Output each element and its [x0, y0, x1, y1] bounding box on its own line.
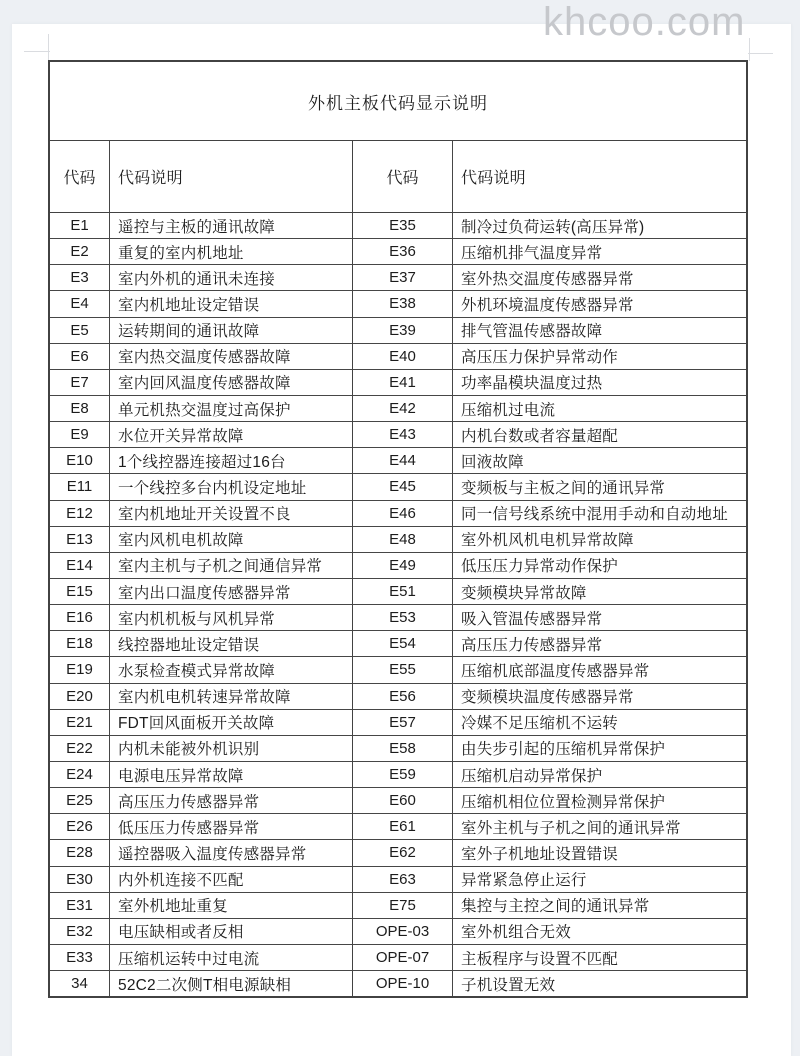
right-header-row [353, 141, 746, 213]
table-row [353, 344, 746, 370]
code-description-cell: 室外机组合无效 [461, 924, 571, 942]
table-row [50, 265, 352, 291]
code-cell: E5 [50, 318, 110, 343]
error-codes-table [48, 60, 748, 998]
table-row [50, 788, 352, 814]
code-description-cell: 室内出口温度传感器异常 [118, 584, 291, 602]
code-description-cell: 压缩机过电流 [461, 401, 556, 419]
code-cell: E56 [353, 684, 453, 709]
table-row [50, 945, 352, 971]
table-row [50, 736, 352, 762]
code-description-cell: 集控与主控之间的通讯异常 [461, 898, 650, 916]
code-cell: E10 [50, 448, 110, 473]
code-cell: E9 [50, 422, 110, 447]
table-row [50, 657, 352, 683]
code-cell: E40 [353, 344, 453, 369]
code-description-cell: 压缩机运转中过电流 [118, 950, 260, 968]
code-description-cell: 室外热交温度传感器异常 [461, 270, 634, 288]
code-description-cell: 内外机连接不匹配 [118, 872, 244, 890]
code-cell: E2 [50, 239, 110, 264]
table-row [50, 370, 352, 396]
table-row [50, 919, 352, 945]
code-cell: 34 [50, 971, 110, 996]
code-cell: E13 [50, 527, 110, 552]
code-description-cell: 室内机地址设定错误 [118, 296, 260, 314]
code-description-cell: 高压压力传感器异常 [118, 793, 260, 811]
code-description-cell: 主板程序与设置不匹配 [461, 950, 619, 968]
code-cell: E26 [50, 814, 110, 839]
table-row [353, 265, 746, 291]
table-row [50, 291, 352, 317]
code-description-cell: 内机台数或者容量超配 [461, 427, 619, 445]
table-row [353, 814, 746, 840]
code-cell: E30 [50, 867, 110, 892]
code-cell: E38 [353, 291, 453, 316]
code-cell: E42 [353, 396, 453, 421]
table-row [50, 684, 352, 710]
code-cell: E20 [50, 684, 110, 709]
table-row [50, 631, 352, 657]
table-left-half [50, 141, 353, 996]
code-description-cell: 遥控与主板的通讯故障 [118, 218, 276, 236]
code-cell: E48 [353, 527, 453, 552]
code-description-cell: 室外主机与子机之间的通讯异常 [461, 819, 681, 837]
table-row [353, 788, 746, 814]
code-description-cell: 压缩机排气温度异常 [461, 244, 603, 262]
code-cell: E15 [50, 579, 110, 604]
code-description-cell: 外机环境温度传感器异常 [461, 296, 634, 314]
code-description-cell: 变频模块异常故障 [461, 584, 587, 602]
table-guide-mark [749, 38, 750, 61]
code-description-cell: 室外子机地址设置错误 [461, 845, 619, 863]
code-cell: E46 [353, 501, 453, 526]
code-cell: E7 [50, 370, 110, 395]
code-cell: E31 [50, 893, 110, 918]
table-row [353, 971, 746, 996]
table-row [50, 448, 352, 474]
left-header-desc: 代码说明 [118, 170, 183, 187]
table-row [50, 605, 352, 631]
code-cell: E11 [50, 474, 110, 499]
code-cell: E53 [353, 605, 453, 630]
code-cell: E39 [353, 318, 453, 343]
table-row [353, 684, 746, 710]
table-row [50, 344, 352, 370]
code-description-cell: 室内机地址开关设置不良 [118, 506, 291, 524]
table-row [50, 239, 352, 265]
table-row [353, 657, 746, 683]
code-cell: E41 [353, 370, 453, 395]
code-description-cell: 压缩机启动异常保护 [461, 767, 603, 785]
code-description-cell: 异常紧急停止运行 [461, 872, 587, 890]
table-row [353, 579, 746, 605]
code-cell: E63 [353, 867, 453, 892]
table-row [353, 919, 746, 945]
table-row [50, 710, 352, 736]
code-description-cell: 高压压力传感器异常 [461, 636, 603, 654]
code-cell: E57 [353, 710, 453, 735]
code-description-cell: 由失步引起的压缩机异常保护 [461, 741, 666, 759]
code-description-cell: 变频模块温度传感器异常 [461, 689, 634, 707]
code-cell: E8 [50, 396, 110, 421]
table-row [353, 631, 746, 657]
table-title: 外机主板代码显示说明 [50, 62, 746, 141]
table-row [50, 971, 352, 996]
code-cell: E43 [353, 422, 453, 447]
code-cell: E58 [353, 736, 453, 761]
table-guide-mark [48, 34, 49, 61]
table-body [50, 141, 746, 996]
code-description-cell: 功率晶模块温度过热 [461, 375, 603, 393]
code-cell: E59 [353, 762, 453, 787]
code-description-cell: 电源电压异常故障 [118, 767, 244, 785]
code-description-cell: 52C2二次侧T相电源缺相 [118, 976, 292, 994]
table-row [353, 474, 746, 500]
code-description-cell: 一个线控多台内机设定地址 [118, 479, 307, 497]
code-cell: E33 [50, 945, 110, 970]
code-description-cell: 线控器地址设定错误 [118, 636, 260, 654]
code-description-cell: 同一信号线系统中混用手动和自动地址 [461, 506, 728, 524]
code-description-cell: 子机设置无效 [461, 976, 556, 994]
code-description-cell: 室内外机的通讯未连接 [118, 270, 276, 288]
code-description-cell: 电压缺相或者反相 [118, 924, 244, 942]
table-row [353, 710, 746, 736]
code-cell: E35 [353, 213, 453, 238]
code-description-cell: 水泵检查模式异常故障 [118, 662, 276, 680]
right-rows [353, 213, 746, 996]
table-row [353, 527, 746, 553]
table-row [50, 553, 352, 579]
code-cell: E21 [50, 710, 110, 735]
table-row [50, 318, 352, 344]
code-cell: OPE-07 [353, 945, 453, 970]
right-header-code: 代码 [353, 141, 453, 212]
left-rows [50, 213, 352, 996]
code-description-cell: 1个线控器连接超过16台 [118, 453, 286, 471]
table-row [50, 893, 352, 919]
table-row [353, 422, 746, 448]
code-cell: E12 [50, 501, 110, 526]
code-description-cell: 低压压力传感器异常 [118, 819, 260, 837]
code-description-cell: 内机未能被外机识别 [118, 741, 260, 759]
code-description-cell: 变频板与主板之间的通讯异常 [461, 479, 666, 497]
code-cell: E28 [50, 840, 110, 865]
table-row [353, 893, 746, 919]
code-cell: E14 [50, 553, 110, 578]
code-cell: E61 [353, 814, 453, 839]
code-cell: E1 [50, 213, 110, 238]
code-cell: E75 [353, 893, 453, 918]
code-cell: E49 [353, 553, 453, 578]
code-cell: E36 [353, 239, 453, 264]
code-description-cell: 高压压力保护异常动作 [461, 349, 619, 367]
code-cell: E62 [353, 840, 453, 865]
code-description-cell: 排气管温传感器故障 [461, 323, 603, 341]
table-row [50, 814, 352, 840]
code-description-cell: 压缩机相位位置检测异常保护 [461, 793, 666, 811]
table-row [50, 867, 352, 893]
table-row [50, 396, 352, 422]
table-row [50, 422, 352, 448]
code-description-cell: 室外机地址重复 [118, 898, 228, 916]
table-row [50, 527, 352, 553]
code-description-cell: 运转期间的通讯故障 [118, 323, 260, 341]
code-description-cell: 室内回风温度传感器故障 [118, 375, 291, 393]
code-description-cell: 室内机电机转速异常故障 [118, 689, 291, 707]
table-row [353, 762, 746, 788]
code-description-cell: 低压压力异常动作保护 [461, 558, 619, 576]
code-cell: E25 [50, 788, 110, 813]
table-row [50, 213, 352, 239]
table-row [353, 239, 746, 265]
table-row [50, 840, 352, 866]
code-cell: E24 [50, 762, 110, 787]
code-cell: E51 [353, 579, 453, 604]
code-description-cell: 压缩机底部温度传感器异常 [461, 662, 650, 680]
table-row [353, 736, 746, 762]
table-row [353, 501, 746, 527]
table-row [50, 501, 352, 527]
code-cell: E45 [353, 474, 453, 499]
code-description-cell: 回液故障 [461, 453, 524, 471]
code-description-cell: 室内机机板与风机异常 [118, 610, 276, 628]
table-row [353, 840, 746, 866]
table-row [353, 396, 746, 422]
code-cell: E4 [50, 291, 110, 316]
code-description-cell: 遥控器吸入温度传感器异常 [118, 845, 307, 863]
code-cell: E19 [50, 657, 110, 682]
code-description-cell: 单元机热交温度过高保护 [118, 401, 291, 419]
right-header-desc: 代码说明 [461, 170, 526, 187]
table-row [50, 579, 352, 605]
table-guide-mark [24, 51, 50, 52]
table-row [353, 553, 746, 579]
code-description-cell: 室内主机与子机之间通信异常 [118, 558, 323, 576]
code-description-cell: FDT回风面板开关故障 [118, 715, 275, 733]
table-right-half [353, 141, 746, 996]
code-cell: OPE-10 [353, 971, 453, 996]
code-description-cell: 制冷过负荷运转(高压异常) [461, 218, 645, 236]
code-cell: OPE-03 [353, 919, 453, 944]
code-cell: E3 [50, 265, 110, 290]
table-row [50, 762, 352, 788]
left-header-code: 代码 [50, 141, 110, 212]
left-header-row [50, 141, 352, 213]
table-row [353, 213, 746, 239]
table-row [353, 605, 746, 631]
table-row [353, 867, 746, 893]
table-row [353, 291, 746, 317]
table-guide-mark [748, 53, 773, 54]
code-cell: E32 [50, 919, 110, 944]
table-row [50, 474, 352, 500]
code-cell: E55 [353, 657, 453, 682]
code-cell: E44 [353, 448, 453, 473]
table-row [353, 318, 746, 344]
table-row [353, 448, 746, 474]
code-description-cell: 室内热交温度传感器故障 [118, 349, 291, 367]
code-cell: E6 [50, 344, 110, 369]
watermark-text: khcoo.com [543, 0, 746, 44]
code-cell: E54 [353, 631, 453, 656]
table-row [353, 945, 746, 971]
code-cell: E16 [50, 605, 110, 630]
code-description-cell: 室内风机电机故障 [118, 532, 244, 550]
code-cell: E22 [50, 736, 110, 761]
code-cell: E18 [50, 631, 110, 656]
code-cell: E60 [353, 788, 453, 813]
code-description-cell: 室外机风机电机异常故障 [461, 532, 634, 550]
code-description-cell: 重复的室内机地址 [118, 244, 244, 262]
code-cell: E37 [353, 265, 453, 290]
code-description-cell: 冷媒不足压缩机不运转 [461, 715, 619, 733]
code-description-cell: 水位开关异常故障 [118, 427, 244, 445]
code-description-cell: 吸入管温传感器异常 [461, 610, 603, 628]
table-row [353, 370, 746, 396]
